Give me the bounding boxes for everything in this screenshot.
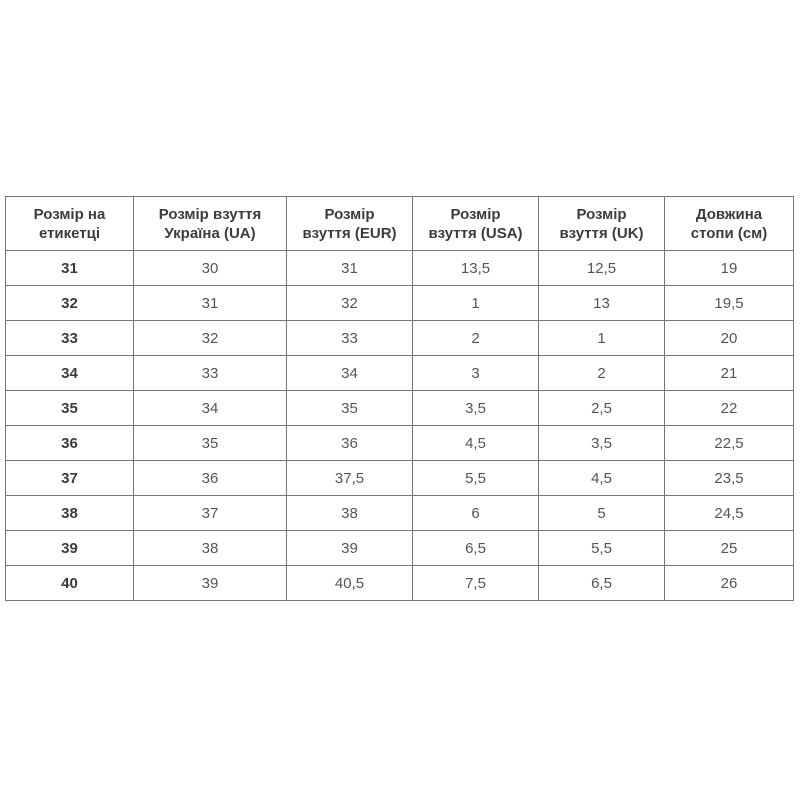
cell-eur-size: 36	[287, 426, 413, 461]
cell-ua-size: 38	[134, 531, 287, 566]
cell-eur-size: 33	[287, 321, 413, 356]
header-line: етикетці	[38, 224, 101, 242]
cell-eur-size: 40,5	[287, 566, 413, 601]
column-header-usa-size	[413, 197, 539, 251]
cell-usa-size: 3	[413, 356, 539, 391]
cell-label-size: 38	[6, 496, 134, 531]
column-header-foot-length	[665, 197, 794, 251]
cell-label-size: 37	[6, 461, 134, 496]
cell-usa-size: 2	[413, 321, 539, 356]
cell-uk-size: 2	[539, 356, 665, 391]
table-row	[6, 251, 794, 286]
cell-foot-length: 25	[665, 531, 794, 566]
cell-label-size: 39	[6, 531, 134, 566]
cell-uk-size: 6,5	[539, 566, 665, 601]
cell-ua-size: 31	[134, 286, 287, 321]
cell-label-size: 40	[6, 566, 134, 601]
size-chart-container	[5, 196, 794, 601]
cell-foot-length: 19,5	[665, 286, 794, 321]
cell-usa-size: 7,5	[413, 566, 539, 601]
cell-eur-size: 39	[287, 531, 413, 566]
header-line: Розмір	[324, 205, 375, 223]
cell-ua-size: 32	[134, 321, 287, 356]
cell-usa-size: 3,5	[413, 391, 539, 426]
cell-foot-length: 22,5	[665, 426, 794, 461]
cell-foot-length: 22	[665, 391, 794, 426]
table-row	[6, 426, 794, 461]
cell-label-size: 32	[6, 286, 134, 321]
cell-uk-size: 13	[539, 286, 665, 321]
cell-foot-length: 20	[665, 321, 794, 356]
cell-usa-size: 5,5	[413, 461, 539, 496]
column-header-label-size	[6, 197, 134, 251]
cell-usa-size: 4,5	[413, 426, 539, 461]
header-line: взуття (EUR)	[302, 224, 397, 242]
header-line: Довжина	[695, 205, 763, 223]
cell-ua-size: 34	[134, 391, 287, 426]
cell-uk-size: 12,5	[539, 251, 665, 286]
header-line: взуття (USA)	[428, 224, 523, 242]
cell-ua-size: 37	[134, 496, 287, 531]
header-line: Розмір	[450, 205, 501, 223]
cell-eur-size: 34	[287, 356, 413, 391]
cell-ua-size: 30	[134, 251, 287, 286]
cell-foot-length: 21	[665, 356, 794, 391]
cell-eur-size: 31	[287, 251, 413, 286]
header-line: Розмір взуття	[158, 205, 262, 223]
cell-label-size: 31	[6, 251, 134, 286]
cell-eur-size: 38	[287, 496, 413, 531]
table-row	[6, 391, 794, 426]
table-row	[6, 461, 794, 496]
cell-uk-size: 5,5	[539, 531, 665, 566]
table-row	[6, 496, 794, 531]
cell-label-size: 35	[6, 391, 134, 426]
column-header-ua-size	[134, 197, 287, 251]
table-row	[6, 321, 794, 356]
cell-usa-size: 13,5	[413, 251, 539, 286]
header-line: Україна (UA)	[164, 224, 256, 242]
cell-usa-size: 1	[413, 286, 539, 321]
header-line: взуття (UK)	[559, 224, 644, 242]
cell-label-size: 36	[6, 426, 134, 461]
cell-uk-size: 2,5	[539, 391, 665, 426]
cell-label-size: 33	[6, 321, 134, 356]
cell-usa-size: 6,5	[413, 531, 539, 566]
cell-foot-length: 24,5	[665, 496, 794, 531]
header-line: Розмір на	[33, 205, 106, 223]
column-header-uk-size	[539, 197, 665, 251]
shoe-size-conversion-table	[5, 196, 794, 601]
table-row	[6, 531, 794, 566]
column-header-eur-size	[287, 197, 413, 251]
cell-uk-size: 3,5	[539, 426, 665, 461]
cell-uk-size: 1	[539, 321, 665, 356]
cell-usa-size: 6	[413, 496, 539, 531]
cell-uk-size: 4,5	[539, 461, 665, 496]
table-row	[6, 566, 794, 601]
header-row	[6, 197, 794, 251]
table-row	[6, 356, 794, 391]
header-line: стопи (см)	[690, 224, 768, 242]
cell-eur-size: 32	[287, 286, 413, 321]
cell-ua-size: 35	[134, 426, 287, 461]
cell-label-size: 34	[6, 356, 134, 391]
cell-uk-size: 5	[539, 496, 665, 531]
cell-ua-size: 39	[134, 566, 287, 601]
cell-eur-size: 37,5	[287, 461, 413, 496]
cell-eur-size: 35	[287, 391, 413, 426]
table-row	[6, 286, 794, 321]
header-line: Розмір	[576, 205, 627, 223]
cell-foot-length: 19	[665, 251, 794, 286]
cell-ua-size: 36	[134, 461, 287, 496]
cell-foot-length: 23,5	[665, 461, 794, 496]
cell-ua-size: 33	[134, 356, 287, 391]
cell-foot-length: 26	[665, 566, 794, 601]
